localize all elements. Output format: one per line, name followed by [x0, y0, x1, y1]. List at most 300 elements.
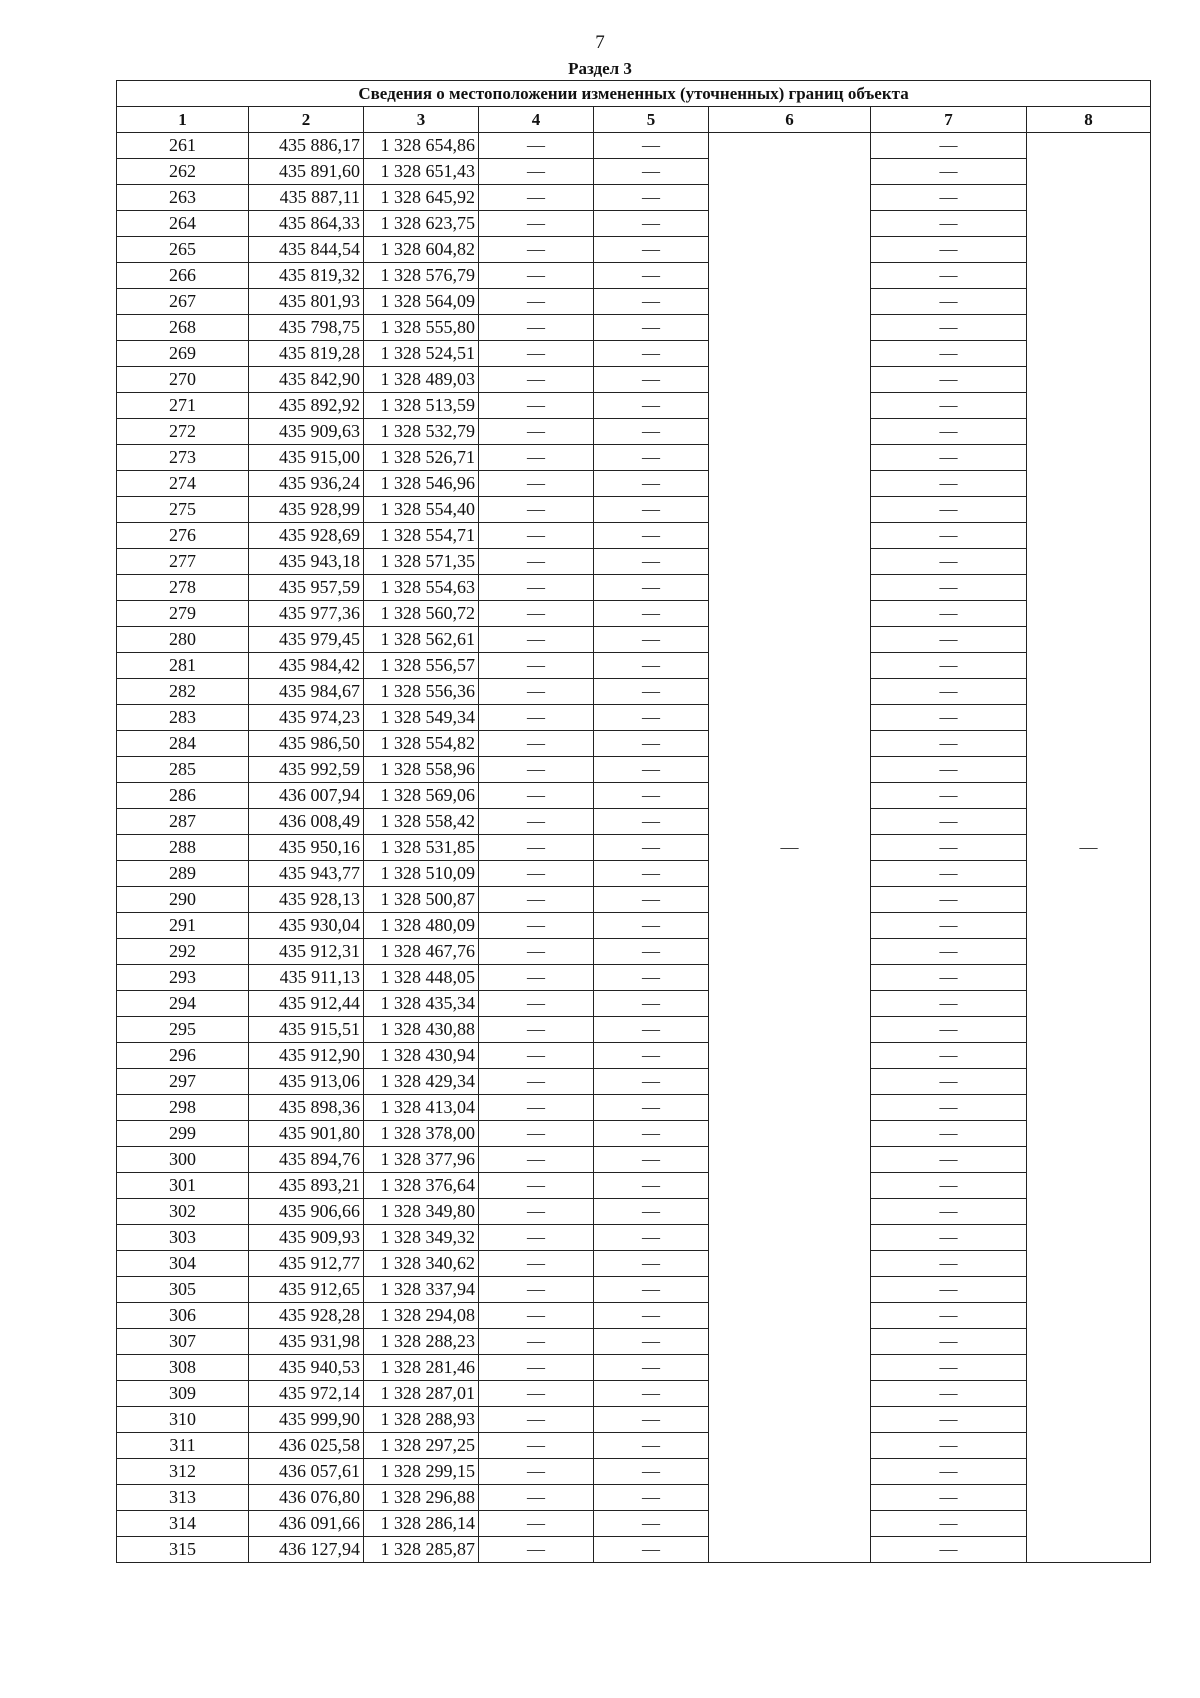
point-number-cell: 263: [117, 185, 249, 211]
x-coordinate-cell: 435 912,44: [249, 991, 364, 1017]
y-coordinate-cell: 1 328 554,40: [364, 497, 479, 523]
table-row: [117, 549, 1151, 575]
y-coordinate-cell: 1 328 558,42: [364, 809, 479, 835]
point-number-cell: 293: [117, 965, 249, 991]
table-row: [117, 1251, 1151, 1277]
x-coordinate-cell: 435 992,59: [249, 757, 364, 783]
column-7-cell: —: [871, 575, 1027, 601]
column-number-row: [117, 107, 1151, 133]
column-4-cell: —: [479, 315, 594, 341]
y-coordinate-cell: 1 328 564,09: [364, 289, 479, 315]
column-7-cell: —: [871, 731, 1027, 757]
x-coordinate-cell: 436 025,58: [249, 1433, 364, 1459]
y-coordinate-cell: 1 328 430,88: [364, 1017, 479, 1043]
point-number-cell: 302: [117, 1199, 249, 1225]
y-coordinate-cell: 1 328 651,43: [364, 159, 479, 185]
table-row: [117, 1225, 1151, 1251]
point-number-cell: 273: [117, 445, 249, 471]
y-coordinate-cell: 1 328 448,05: [364, 965, 479, 991]
x-coordinate-cell: 435 974,23: [249, 705, 364, 731]
table-row: [117, 1381, 1151, 1407]
y-coordinate-cell: 1 328 604,82: [364, 237, 479, 263]
column-5-cell: —: [594, 1251, 709, 1277]
y-coordinate-cell: 1 328 560,72: [364, 601, 479, 627]
point-number-cell: 267: [117, 289, 249, 315]
x-coordinate-cell: 435 886,17: [249, 133, 364, 159]
point-number-cell: 284: [117, 731, 249, 757]
column-8-merged-cell: —: [1027, 133, 1151, 1563]
x-coordinate-cell: 435 913,06: [249, 1069, 364, 1095]
table-row: [117, 185, 1151, 211]
column-7-cell: —: [871, 1485, 1027, 1511]
table-row: [117, 783, 1151, 809]
column-7-cell: —: [871, 159, 1027, 185]
point-number-cell: 289: [117, 861, 249, 887]
table-row: [117, 1537, 1151, 1563]
boundary-coordinates-table: [116, 80, 1151, 1563]
table-row: [117, 887, 1151, 913]
column-5-cell: —: [594, 289, 709, 315]
y-coordinate-cell: 1 328 556,57: [364, 653, 479, 679]
column-5-cell: —: [594, 315, 709, 341]
column-7-cell: —: [871, 965, 1027, 991]
x-coordinate-cell: 435 798,75: [249, 315, 364, 341]
y-coordinate-cell: 1 328 296,88: [364, 1485, 479, 1511]
column-4-cell: —: [479, 1069, 594, 1095]
table-row: [117, 1355, 1151, 1381]
x-coordinate-cell: 435 912,31: [249, 939, 364, 965]
column-4-cell: —: [479, 887, 594, 913]
column-4-cell: —: [479, 1121, 594, 1147]
column-7-cell: —: [871, 1511, 1027, 1537]
point-number-cell: 305: [117, 1277, 249, 1303]
table-row: [117, 939, 1151, 965]
point-number-cell: 266: [117, 263, 249, 289]
column-4-cell: —: [479, 1225, 594, 1251]
table-row: [117, 1329, 1151, 1355]
column-4-cell: —: [479, 601, 594, 627]
column-4-cell: —: [479, 211, 594, 237]
column-4-cell: —: [479, 497, 594, 523]
point-number-cell: 313: [117, 1485, 249, 1511]
column-7-cell: —: [871, 1095, 1027, 1121]
point-number-cell: 280: [117, 627, 249, 653]
table-row: [117, 393, 1151, 419]
column-number-1: 1: [117, 107, 249, 133]
column-4-cell: —: [479, 835, 594, 861]
column-5-cell: —: [594, 1381, 709, 1407]
x-coordinate-cell: 435 915,51: [249, 1017, 364, 1043]
column-5-cell: —: [594, 263, 709, 289]
y-coordinate-cell: 1 328 562,61: [364, 627, 479, 653]
point-number-cell: 303: [117, 1225, 249, 1251]
column-7-cell: —: [871, 1355, 1027, 1381]
y-coordinate-cell: 1 328 349,32: [364, 1225, 479, 1251]
column-7-cell: —: [871, 939, 1027, 965]
x-coordinate-cell: 435 928,13: [249, 887, 364, 913]
column-7-cell: —: [871, 1459, 1027, 1485]
column-7-cell: —: [871, 1407, 1027, 1433]
x-coordinate-cell: 435 819,28: [249, 341, 364, 367]
table-row: [117, 1407, 1151, 1433]
point-number-cell: 309: [117, 1381, 249, 1407]
y-coordinate-cell: 1 328 286,14: [364, 1511, 479, 1537]
y-coordinate-cell: 1 328 555,80: [364, 315, 479, 341]
column-5-cell: —: [594, 809, 709, 835]
point-number-cell: 315: [117, 1537, 249, 1563]
table-row: [117, 705, 1151, 731]
point-number-cell: 306: [117, 1303, 249, 1329]
x-coordinate-cell: 435 950,16: [249, 835, 364, 861]
column-7-cell: —: [871, 1303, 1027, 1329]
x-coordinate-cell: 435 901,80: [249, 1121, 364, 1147]
column-7-cell: —: [871, 1121, 1027, 1147]
column-5-cell: —: [594, 237, 709, 263]
y-coordinate-cell: 1 328 556,36: [364, 679, 479, 705]
column-number-5: 5: [594, 107, 709, 133]
y-coordinate-cell: 1 328 376,64: [364, 1173, 479, 1199]
column-7-cell: —: [871, 1433, 1027, 1459]
column-5-cell: —: [594, 913, 709, 939]
y-coordinate-cell: 1 328 576,79: [364, 263, 479, 289]
y-coordinate-cell: 1 328 429,34: [364, 1069, 479, 1095]
column-7-cell: —: [871, 1225, 1027, 1251]
column-5-cell: —: [594, 1173, 709, 1199]
column-5-cell: —: [594, 1511, 709, 1537]
table-row: [117, 1147, 1151, 1173]
y-coordinate-cell: 1 328 480,09: [364, 913, 479, 939]
y-coordinate-cell: 1 328 287,01: [364, 1381, 479, 1407]
x-coordinate-cell: 435 930,04: [249, 913, 364, 939]
column-7-cell: —: [871, 809, 1027, 835]
column-5-cell: —: [594, 731, 709, 757]
point-number-cell: 295: [117, 1017, 249, 1043]
column-7-cell: —: [871, 783, 1027, 809]
table-row: [117, 861, 1151, 887]
table-row: [117, 1303, 1151, 1329]
x-coordinate-cell: 436 091,66: [249, 1511, 364, 1537]
table-row: [117, 913, 1151, 939]
table-row: [117, 1199, 1151, 1225]
x-coordinate-cell: 435 984,67: [249, 679, 364, 705]
column-5-cell: —: [594, 627, 709, 653]
column-6-merged-cell: —: [709, 133, 871, 1563]
column-4-cell: —: [479, 1251, 594, 1277]
column-5-cell: —: [594, 965, 709, 991]
x-coordinate-cell: 435 864,33: [249, 211, 364, 237]
table-row: [117, 341, 1151, 367]
column-4-cell: —: [479, 757, 594, 783]
column-4-cell: —: [479, 523, 594, 549]
column-4-cell: —: [479, 419, 594, 445]
point-number-cell: 311: [117, 1433, 249, 1459]
section-title: Раздел 3: [568, 59, 632, 78]
column-5-cell: —: [594, 1095, 709, 1121]
column-4-cell: —: [479, 367, 594, 393]
point-number-cell: 262: [117, 159, 249, 185]
column-5-cell: —: [594, 393, 709, 419]
x-coordinate-cell: 435 999,90: [249, 1407, 364, 1433]
column-5-cell: —: [594, 1485, 709, 1511]
column-5-cell: —: [594, 835, 709, 861]
column-7-cell: —: [871, 1147, 1027, 1173]
y-coordinate-cell: 1 328 513,59: [364, 393, 479, 419]
column-5-cell: —: [594, 1277, 709, 1303]
point-number-cell: 290: [117, 887, 249, 913]
table-row: [117, 679, 1151, 705]
point-number-cell: 296: [117, 1043, 249, 1069]
column-5-cell: —: [594, 1199, 709, 1225]
x-coordinate-cell: 435 894,76: [249, 1147, 364, 1173]
point-number-cell: 281: [117, 653, 249, 679]
y-coordinate-cell: 1 328 281,46: [364, 1355, 479, 1381]
column-7-cell: —: [871, 185, 1027, 211]
column-5-cell: —: [594, 523, 709, 549]
column-5-cell: —: [594, 367, 709, 393]
table-row: [117, 965, 1151, 991]
column-number-3: 3: [364, 107, 479, 133]
column-5-cell: —: [594, 471, 709, 497]
column-4-cell: —: [479, 159, 594, 185]
column-4-cell: —: [479, 445, 594, 471]
table-body: [117, 133, 1151, 1563]
y-coordinate-cell: 1 328 558,96: [364, 757, 479, 783]
column-5-cell: —: [594, 1069, 709, 1095]
x-coordinate-cell: 435 943,18: [249, 549, 364, 575]
column-5-cell: —: [594, 497, 709, 523]
column-5-cell: —: [594, 783, 709, 809]
x-coordinate-cell: 435 801,93: [249, 289, 364, 315]
table-row: [117, 991, 1151, 1017]
x-coordinate-cell: 435 931,98: [249, 1329, 364, 1355]
table-row: [117, 809, 1151, 835]
point-number-cell: 308: [117, 1355, 249, 1381]
column-5-cell: —: [594, 679, 709, 705]
table-row: [117, 419, 1151, 445]
column-4-cell: —: [479, 705, 594, 731]
y-coordinate-cell: 1 328 285,87: [364, 1537, 479, 1563]
column-4-cell: —: [479, 1147, 594, 1173]
point-number-cell: 276: [117, 523, 249, 549]
column-7-cell: —: [871, 523, 1027, 549]
column-5-cell: —: [594, 1303, 709, 1329]
column-4-cell: —: [479, 731, 594, 757]
column-7-cell: —: [871, 211, 1027, 237]
column-5-cell: —: [594, 1225, 709, 1251]
column-4-cell: —: [479, 991, 594, 1017]
y-coordinate-cell: 1 328 435,34: [364, 991, 479, 1017]
table-row: [117, 1095, 1151, 1121]
y-coordinate-cell: 1 328 297,25: [364, 1433, 479, 1459]
column-5-cell: —: [594, 1017, 709, 1043]
column-7-cell: —: [871, 653, 1027, 679]
point-number-cell: 297: [117, 1069, 249, 1095]
y-coordinate-cell: 1 328 623,75: [364, 211, 479, 237]
x-coordinate-cell: 436 008,49: [249, 809, 364, 835]
column-4-cell: —: [479, 1329, 594, 1355]
x-coordinate-cell: 435 928,69: [249, 523, 364, 549]
y-coordinate-cell: 1 328 467,76: [364, 939, 479, 965]
column-5-cell: —: [594, 419, 709, 445]
column-4-cell: —: [479, 1173, 594, 1199]
x-coordinate-cell: 435 915,00: [249, 445, 364, 471]
x-coordinate-cell: 435 940,53: [249, 1355, 364, 1381]
y-coordinate-cell: 1 328 554,71: [364, 523, 479, 549]
column-4-cell: —: [479, 133, 594, 159]
x-coordinate-cell: 435 977,36: [249, 601, 364, 627]
x-coordinate-cell: 435 887,11: [249, 185, 364, 211]
x-coordinate-cell: 435 928,28: [249, 1303, 364, 1329]
point-number-cell: 300: [117, 1147, 249, 1173]
y-coordinate-cell: 1 328 430,94: [364, 1043, 479, 1069]
column-4-cell: —: [479, 861, 594, 887]
y-coordinate-cell: 1 328 510,09: [364, 861, 479, 887]
column-7-cell: —: [871, 263, 1027, 289]
column-7-cell: —: [871, 1381, 1027, 1407]
x-coordinate-cell: 435 893,21: [249, 1173, 364, 1199]
column-7-cell: —: [871, 367, 1027, 393]
column-5-cell: —: [594, 133, 709, 159]
column-7-cell: —: [871, 549, 1027, 575]
point-number-cell: 291: [117, 913, 249, 939]
table-row: [117, 211, 1151, 237]
y-coordinate-cell: 1 328 349,80: [364, 1199, 479, 1225]
column-7-cell: —: [871, 757, 1027, 783]
x-coordinate-cell: 436 076,80: [249, 1485, 364, 1511]
column-5-cell: —: [594, 1355, 709, 1381]
table-row: [117, 367, 1151, 393]
column-7-cell: —: [871, 1199, 1027, 1225]
column-5-cell: —: [594, 575, 709, 601]
table-row: [117, 159, 1151, 185]
table-row: [117, 835, 1151, 861]
column-7-cell: —: [871, 601, 1027, 627]
x-coordinate-cell: 435 911,13: [249, 965, 364, 991]
y-coordinate-cell: 1 328 294,08: [364, 1303, 479, 1329]
x-coordinate-cell: 435 898,36: [249, 1095, 364, 1121]
x-coordinate-cell: 435 957,59: [249, 575, 364, 601]
table-row: [117, 1017, 1151, 1043]
x-coordinate-cell: 435 891,60: [249, 159, 364, 185]
column-4-cell: —: [479, 1277, 594, 1303]
table-row: [117, 263, 1151, 289]
table-row: [117, 1511, 1151, 1537]
table-row: [117, 731, 1151, 757]
column-4-cell: —: [479, 1381, 594, 1407]
y-coordinate-cell: 1 328 569,06: [364, 783, 479, 809]
point-number-cell: 269: [117, 341, 249, 367]
column-7-cell: —: [871, 133, 1027, 159]
x-coordinate-cell: 435 984,42: [249, 653, 364, 679]
column-4-cell: —: [479, 1199, 594, 1225]
point-number-cell: 287: [117, 809, 249, 835]
point-number-cell: 294: [117, 991, 249, 1017]
column-7-cell: —: [871, 861, 1027, 887]
table-row: [117, 1121, 1151, 1147]
table-row: [117, 1433, 1151, 1459]
column-4-cell: —: [479, 627, 594, 653]
point-number-cell: 274: [117, 471, 249, 497]
column-4-cell: —: [479, 471, 594, 497]
table-row: [117, 1485, 1151, 1511]
column-7-cell: —: [871, 1251, 1027, 1277]
column-5-cell: —: [594, 341, 709, 367]
table-row: [117, 757, 1151, 783]
y-coordinate-cell: 1 328 549,34: [364, 705, 479, 731]
x-coordinate-cell: 435 912,77: [249, 1251, 364, 1277]
column-7-cell: —: [871, 991, 1027, 1017]
y-coordinate-cell: 1 328 413,04: [364, 1095, 479, 1121]
point-number-cell: 307: [117, 1329, 249, 1355]
column-5-cell: —: [594, 861, 709, 887]
point-number-cell: 271: [117, 393, 249, 419]
column-4-cell: —: [479, 1485, 594, 1511]
column-5-cell: —: [594, 445, 709, 471]
table-row: [117, 133, 1151, 159]
point-number-cell: 282: [117, 679, 249, 705]
x-coordinate-cell: 435 986,50: [249, 731, 364, 757]
column-5-cell: —: [594, 549, 709, 575]
x-coordinate-cell: 435 928,99: [249, 497, 364, 523]
column-7-cell: —: [871, 289, 1027, 315]
column-7-cell: —: [871, 315, 1027, 341]
x-coordinate-cell: 435 842,90: [249, 367, 364, 393]
column-4-cell: —: [479, 1043, 594, 1069]
y-coordinate-cell: 1 328 654,86: [364, 133, 479, 159]
column-4-cell: —: [479, 1407, 594, 1433]
y-coordinate-cell: 1 328 337,94: [364, 1277, 479, 1303]
x-coordinate-cell: 436 007,94: [249, 783, 364, 809]
column-4-cell: —: [479, 549, 594, 575]
column-5-cell: —: [594, 887, 709, 913]
column-5-cell: —: [594, 159, 709, 185]
column-5-cell: —: [594, 1537, 709, 1563]
column-7-cell: —: [871, 1329, 1027, 1355]
column-7-cell: —: [871, 1043, 1027, 1069]
x-coordinate-cell: 435 909,63: [249, 419, 364, 445]
column-7-cell: —: [871, 393, 1027, 419]
column-4-cell: —: [479, 783, 594, 809]
y-coordinate-cell: 1 328 288,23: [364, 1329, 479, 1355]
column-7-cell: —: [871, 627, 1027, 653]
point-number-cell: 277: [117, 549, 249, 575]
y-coordinate-cell: 1 328 500,87: [364, 887, 479, 913]
column-7-cell: —: [871, 237, 1027, 263]
point-number-cell: 292: [117, 939, 249, 965]
page-number: 7: [595, 32, 605, 53]
table-caption: Сведения о местоположении измененных (уточненных) границ объекта: [117, 81, 1151, 107]
x-coordinate-cell: 435 979,45: [249, 627, 364, 653]
y-coordinate-cell: 1 328 546,96: [364, 471, 479, 497]
column-4-cell: —: [479, 653, 594, 679]
x-coordinate-cell: 435 943,77: [249, 861, 364, 887]
x-coordinate-cell: 435 892,92: [249, 393, 364, 419]
table-row: [117, 445, 1151, 471]
column-4-cell: —: [479, 1511, 594, 1537]
column-4-cell: —: [479, 1017, 594, 1043]
y-coordinate-cell: 1 328 531,85: [364, 835, 479, 861]
point-number-cell: 261: [117, 133, 249, 159]
column-4-cell: —: [479, 575, 594, 601]
table-row: [117, 627, 1151, 653]
y-coordinate-cell: 1 328 378,00: [364, 1121, 479, 1147]
column-4-cell: —: [479, 679, 594, 705]
column-4-cell: —: [479, 1537, 594, 1563]
table-row: [117, 289, 1151, 315]
column-7-cell: —: [871, 913, 1027, 939]
y-coordinate-cell: 1 328 340,62: [364, 1251, 479, 1277]
column-7-cell: —: [871, 341, 1027, 367]
